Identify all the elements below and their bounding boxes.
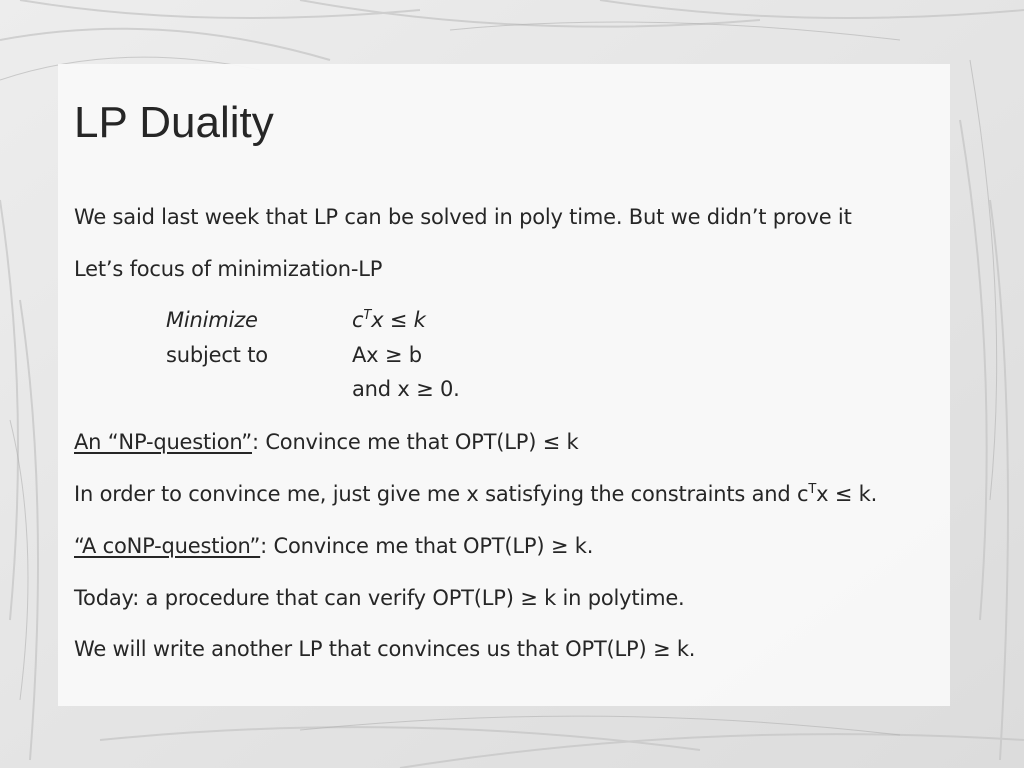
statement-minimization: Let’s focus of minimization-LP [74, 257, 383, 281]
statement-poly-time: We said last week that LP can be solved in poly time. But we didn’t prove it [74, 205, 852, 229]
slide-title: LP Duality [74, 98, 274, 147]
lp-objective-c: c [352, 308, 364, 332]
convince-line [74, 479, 877, 509]
conp-question-text: : Convince me that OPT(LP) ≥ k. [260, 534, 594, 558]
convince-after: x ≤ k. [816, 482, 878, 506]
lp-objective-transpose: T [363, 308, 372, 323]
lp-objective-rest: x ≤ k [371, 308, 426, 332]
convince-transpose: T [808, 482, 817, 497]
np-question-line [74, 427, 579, 457]
lp-objective [352, 305, 426, 335]
convince-before: In order to convince me, just give me x satisfying the constraints and c [74, 482, 809, 506]
conp-question-line [74, 531, 593, 561]
lp-constraint-nonneg: and x ≥ 0. [352, 377, 460, 401]
lp-minimize-label: Minimize [166, 308, 258, 332]
lp-constraint-ax: Ax ≥ b [352, 343, 422, 367]
np-question-label: An “NP-question” [74, 430, 252, 454]
lp-subject-to-label: subject to [166, 343, 268, 367]
today-line: Today: a procedure that can verify OPT(LP) ≥ k in polytime. [74, 586, 685, 610]
np-question-text: : Convince me that OPT(LP) ≤ k [251, 430, 579, 454]
conp-question-label: “A coNP-question” [74, 534, 261, 558]
write-another-lp-line: We will write another LP that convinces us that OPT(LP) ≥ k. [74, 637, 696, 661]
